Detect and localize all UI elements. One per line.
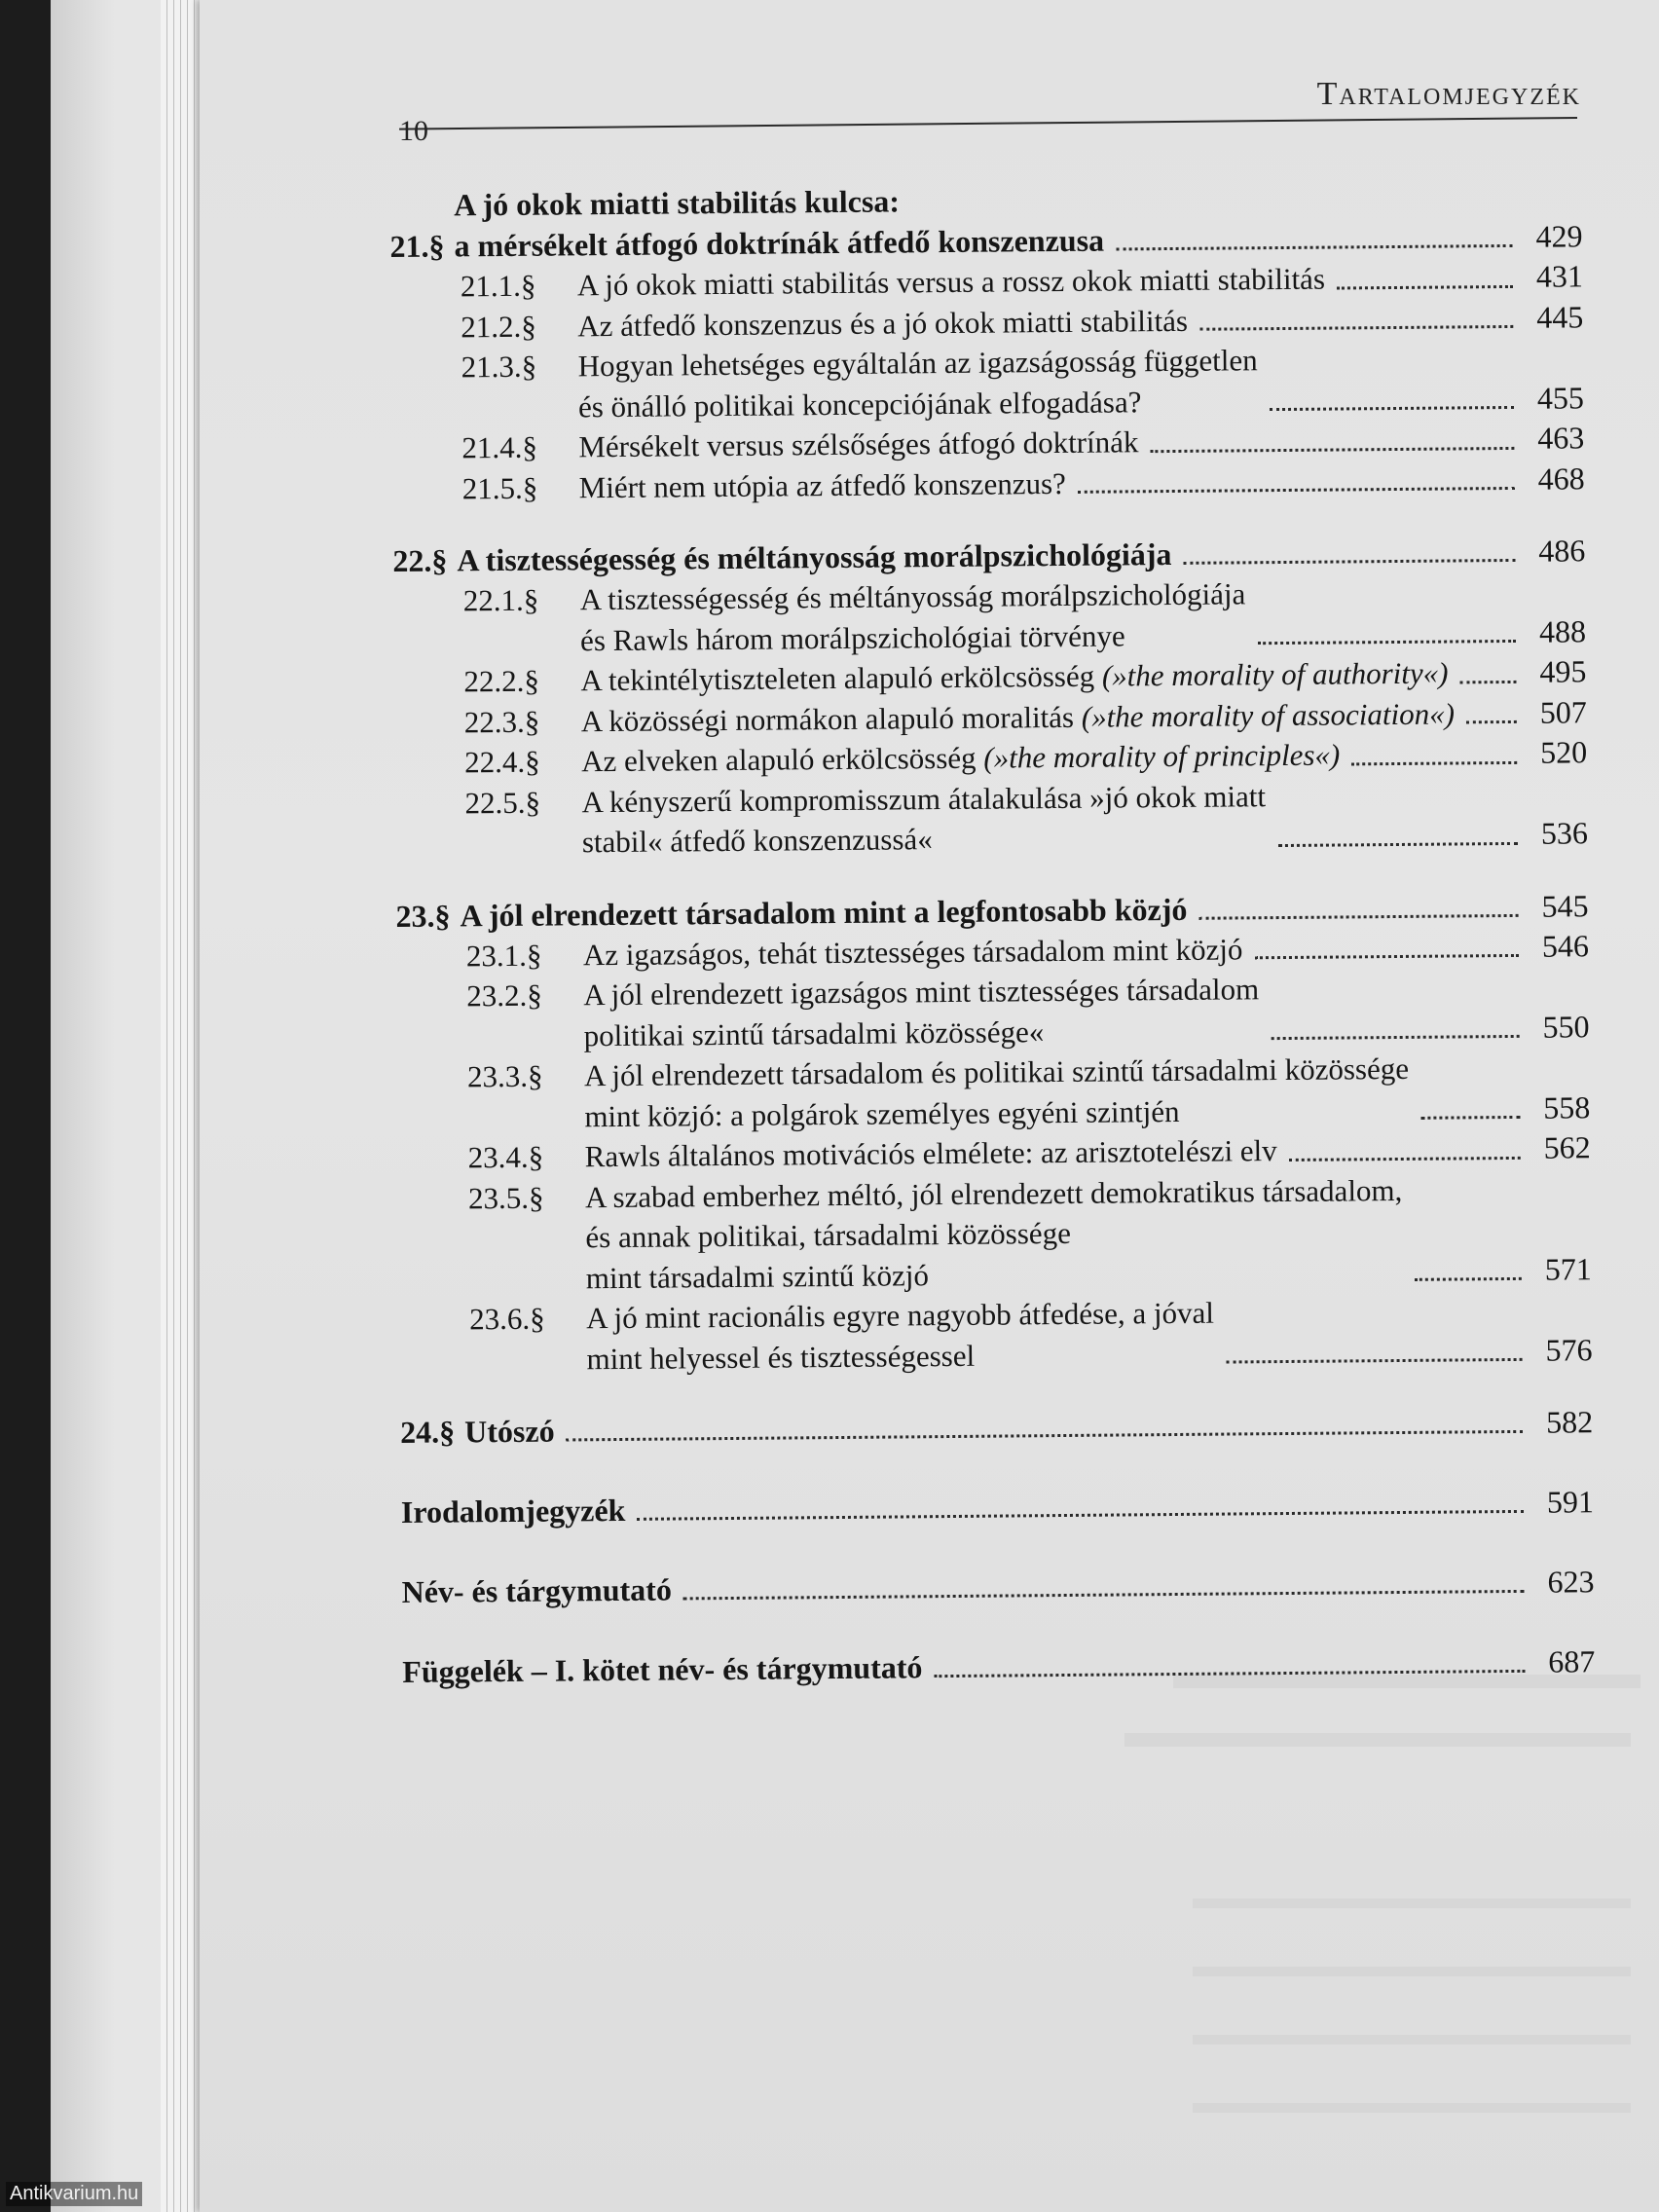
subsection-number: 21.2.§	[461, 309, 536, 344]
toc-entry[interactable]	[399, 1289, 1593, 1381]
subsection-number: 23.4.§	[467, 1139, 544, 1175]
dot-leader	[1184, 559, 1516, 565]
toc-entry[interactable]	[389, 174, 1583, 267]
dot-leader	[1277, 841, 1517, 846]
section-title: A jó okok miatti stabilitás kulcsa:	[454, 183, 901, 223]
dot-leader	[683, 1590, 1525, 1601]
page-ref: 536	[1540, 815, 1589, 851]
section-number: 24.§	[400, 1414, 456, 1450]
dot-leader	[1270, 406, 1514, 411]
page-ref: 429	[1535, 218, 1583, 254]
subsection-number: 22.5.§	[464, 785, 541, 820]
page-ref: 623	[1547, 1564, 1595, 1600]
section-title: a mérsékelt átfogó doktrínák átfedő konszenzusa	[454, 222, 1105, 264]
dot-leader	[1289, 1156, 1521, 1161]
page-stack-edge	[174, 0, 181, 2212]
page-ref: 550	[1542, 1008, 1590, 1045]
dot-leader	[1272, 1035, 1520, 1040]
page-ref: 520	[1539, 734, 1588, 770]
subsection-title: Mérsékelt versus szélsőséges átfogó doktrínák	[578, 424, 1139, 464]
section-title: Név- és tárgymutató	[401, 1571, 673, 1609]
subsection-title: A szabad emberhez méltó, jól elrendezett demokratikus társadalom,	[584, 1172, 1403, 1214]
dot-leader	[1258, 640, 1516, 645]
page-ref: 576	[1545, 1331, 1593, 1368]
section-number: 21.§	[389, 228, 445, 264]
page-stack-edge	[188, 0, 195, 2212]
subsection-number: 21.3.§	[461, 349, 537, 385]
dot-leader	[1415, 1277, 1522, 1281]
page-ref: 546	[1541, 927, 1590, 964]
page-ref: 445	[1536, 298, 1584, 335]
toc-index	[401, 1561, 1594, 1612]
section-number: 22.§	[392, 542, 448, 578]
toc-entry[interactable]	[401, 1561, 1594, 1612]
subsection-title: Az elveken alapuló erkölcsösség	[581, 740, 977, 779]
subsection-title: A jó mint racionális egyre nagyobb átfedése, a jóval	[586, 1295, 1215, 1336]
subsection-title-italic: (»the morality of association«)	[1081, 695, 1456, 734]
section-title: A tisztességesség és méltányosság morálpszichológiája	[457, 536, 1172, 578]
section-title: Irodalomjegyzék	[400, 1492, 626, 1530]
dot-leader	[1198, 913, 1518, 919]
dot-leader	[935, 1670, 1526, 1677]
subsection-number: 22.1.§	[462, 582, 539, 618]
subsection-title: A jól elrendezett igazságos mint tisztességes társadalom	[583, 972, 1260, 1013]
page-ref: 468	[1537, 460, 1585, 497]
subsection-title: Rawls általános motivációs elmélete: az arisztotelészi elv	[584, 1133, 1277, 1174]
page-ref: 571	[1544, 1250, 1592, 1287]
dot-leader	[1254, 954, 1519, 959]
bleed-through	[1193, 1967, 1631, 1976]
toc-bibliography	[401, 1481, 1594, 1532]
page-ref: 558	[1543, 1088, 1591, 1125]
subsection-title: és Rawls három morálpszichológiai törvénye	[579, 617, 1125, 657]
dot-leader	[1199, 325, 1513, 331]
page-ref: 687	[1548, 1643, 1596, 1679]
subsection-number: 23.5.§	[467, 1180, 544, 1215]
watermark: Antikvarium.hu	[6, 2182, 142, 2206]
subsection-title: A közösségi normákon alapuló moralitás	[580, 699, 1075, 738]
subsection-title-italic: (»the morality of authority«)	[1101, 655, 1449, 693]
toc-entry[interactable]	[394, 773, 1588, 865]
page-stack-edge	[167, 0, 174, 2212]
toc-entry[interactable]	[402, 1641, 1595, 1692]
section-number: 23.§	[395, 897, 451, 934]
dot-leader	[1226, 1358, 1522, 1364]
subsection-title: politikai szintű társadalmi közössége«	[583, 1014, 1045, 1052]
subsection-number: 23.6.§	[469, 1301, 545, 1337]
toc-entry[interactable]	[400, 1401, 1593, 1453]
subsection-title: A tisztességesség és méltányosság morálpszichológiája	[579, 576, 1246, 617]
bleed-through	[1193, 2103, 1631, 2113]
running-head: Tartalomjegyzék	[1316, 76, 1581, 112]
bleed-through	[1193, 2035, 1631, 2045]
page-ref: 495	[1539, 653, 1587, 689]
dot-leader	[1150, 446, 1514, 452]
page-ref: 463	[1537, 420, 1585, 456]
page-ref: 545	[1541, 887, 1589, 924]
page-ref: 582	[1545, 1404, 1594, 1440]
toc-section-24	[400, 1401, 1593, 1453]
page-ref: 488	[1538, 612, 1587, 649]
subsection-title: mint közjó: a polgárok személyes egyéni szintjén	[584, 1093, 1180, 1133]
subsection-title: A kényszerű kompromisszum átalakulása »jó okok miatt	[581, 778, 1267, 819]
subsection-title: Az átfedő konszenzus és a jó okok miatti stabilitás	[577, 303, 1189, 343]
subsection-number: 23.2.§	[466, 977, 542, 1014]
toc-entry[interactable]	[401, 1481, 1594, 1532]
dot-leader	[1460, 680, 1517, 683]
dot-leader	[1337, 284, 1513, 289]
dot-leader	[1351, 760, 1517, 764]
subsection-title: A jó okok miatti stabilitás versus a rossz okok miatti stabilitás	[576, 261, 1326, 303]
toc-entry[interactable]	[398, 1168, 1592, 1300]
toc-appendix	[402, 1641, 1595, 1692]
table-of-contents	[389, 174, 1596, 1723]
subsection-number: 23.3.§	[466, 1058, 543, 1094]
subsection-number: 22.2.§	[463, 663, 540, 699]
dot-leader	[637, 1510, 1524, 1521]
subsection-title: és önálló politikai koncepciójának elfogadása?	[577, 384, 1142, 424]
toc-section-23	[395, 885, 1592, 1381]
dot-leader	[567, 1430, 1524, 1442]
subsection-title: Az igazságos, tehát tisztességes társadalom mint közjó	[582, 931, 1243, 972]
subsection-title: A tekintélytiszteleten alapuló erkölcsösség	[580, 658, 1095, 698]
subsection-title: Miért nem utópia az átfedő konszenzus?	[578, 465, 1066, 504]
subsection-title: Hogyan lehetséges egyáltalán az igazságosság független	[577, 343, 1258, 384]
bleed-through	[1193, 1899, 1631, 1908]
page-ref: 455	[1536, 379, 1585, 416]
dot-leader	[1116, 244, 1512, 251]
dot-leader	[1420, 1116, 1520, 1120]
bleed-through	[1124, 1733, 1631, 1747]
toc-entry[interactable]	[397, 1047, 1591, 1138]
page-ref: 562	[1543, 1129, 1591, 1165]
page-stack-edge	[181, 0, 188, 2212]
page-ref: 431	[1535, 258, 1584, 294]
subsection-title: és annak politikai, társadalmi közössége	[585, 1215, 1072, 1255]
toc-section-21	[389, 174, 1585, 509]
subsection-number: 23.1.§	[465, 938, 542, 973]
subsection-number: 21.4.§	[461, 429, 538, 465]
page-stack-edge	[161, 0, 167, 2212]
dot-leader	[1078, 487, 1515, 494]
section-title: A jól elrendezett társadalom mint a legfontosabb közjó	[460, 891, 1188, 933]
subsection-title: stabil« átfedő konszenzussá«	[581, 822, 933, 860]
page-ref: 591	[1546, 1484, 1595, 1520]
page-number: 10	[399, 115, 428, 147]
page-ref: 507	[1539, 693, 1587, 730]
subsection-number: 22.3.§	[463, 704, 540, 739]
subsection-title: mint helyessel és tisztességessel	[586, 1338, 976, 1376]
page-ref: 486	[1538, 533, 1586, 569]
subsection-number: 21.1.§	[460, 268, 536, 304]
dot-leader	[1466, 720, 1517, 723]
toc-entry[interactable]	[390, 337, 1584, 428]
subsection-number: 21.5.§	[461, 470, 538, 505]
toc-entry[interactable]	[396, 966, 1590, 1057]
toc-section-22	[392, 530, 1588, 864]
subsection-title: mint társadalmi szintű közjó	[585, 1257, 930, 1295]
subsection-number: 22.4.§	[464, 744, 540, 780]
section-title: Függelék – I. kötet név- és tárgymutató	[402, 1649, 923, 1689]
toc-entry[interactable]	[393, 571, 1587, 662]
section-title: Utószó	[464, 1413, 555, 1450]
subsection-title-italic: (»the morality of principles«)	[983, 737, 1341, 775]
subsection-title: A jól elrendezett társadalom és politikai szintű társadalmi közössége	[583, 1051, 1410, 1093]
